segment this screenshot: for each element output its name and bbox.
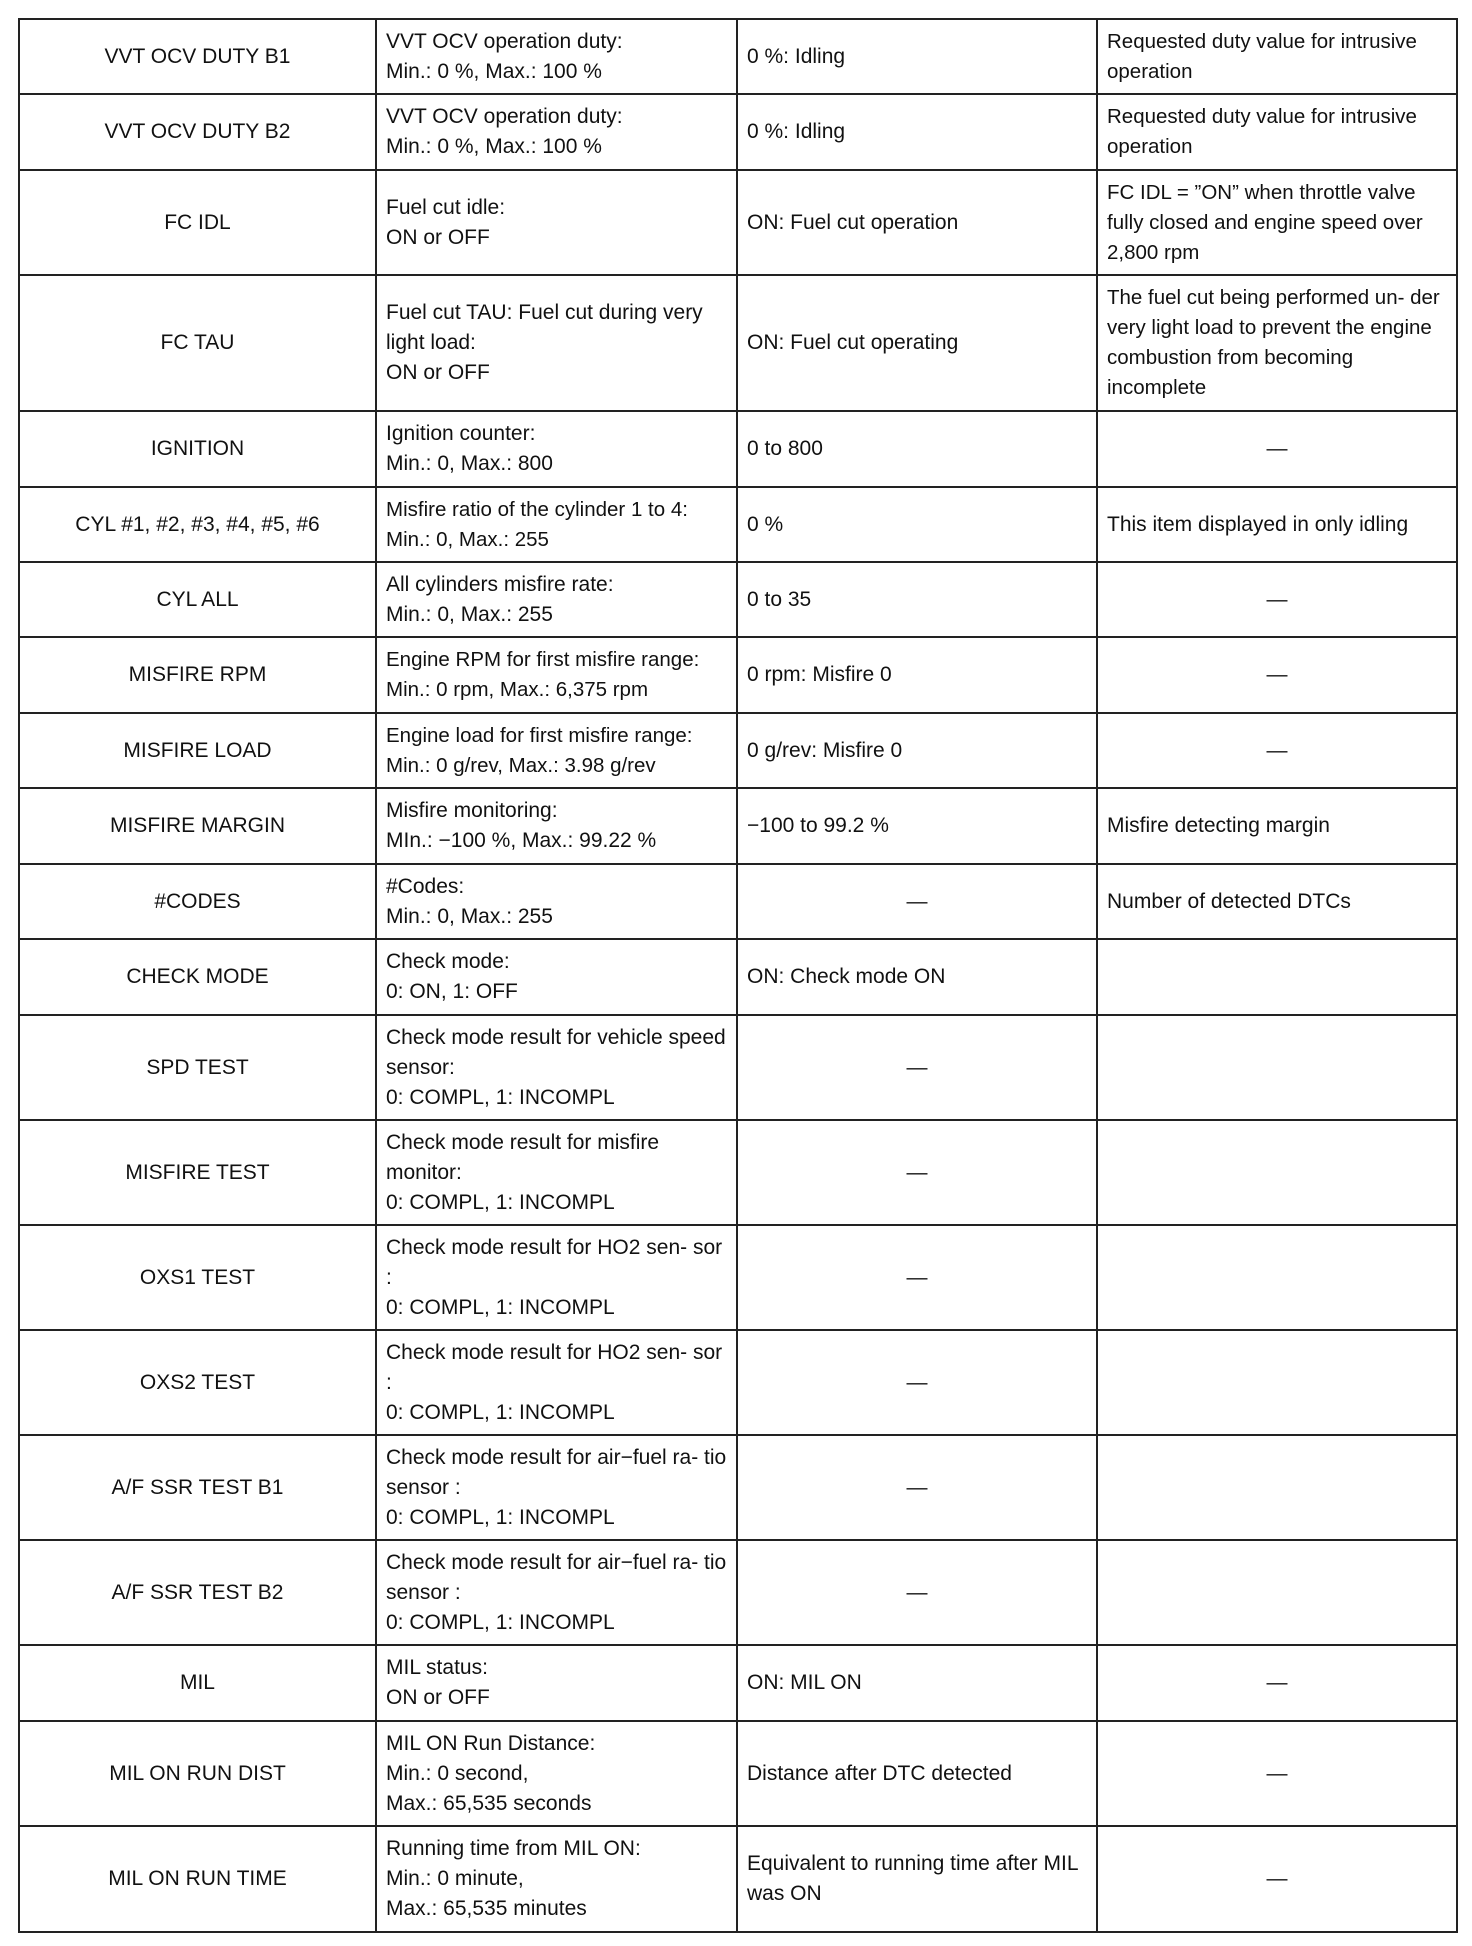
note-cell: — bbox=[1097, 713, 1457, 788]
table-row bbox=[19, 1721, 1457, 1826]
table-row bbox=[19, 1435, 1457, 1540]
range-cell: MIL ON Run Distance: Min.: 0 second, Max.: 65,535 seconds bbox=[376, 1721, 737, 1826]
param-cell: MIL ON RUN TIME bbox=[19, 1826, 376, 1932]
range-cell: Misfire monitoring: MIn.: −100 %, Max.: 99.22 % bbox=[376, 788, 737, 864]
normal-cell: 0 to 35 bbox=[737, 562, 1097, 637]
note-cell: Misfire detecting margin bbox=[1097, 788, 1457, 864]
normal-cell: −100 to 99.2 % bbox=[737, 788, 1097, 864]
note-cell: This item displayed in only idling bbox=[1097, 487, 1457, 562]
table-row bbox=[19, 1540, 1457, 1645]
param-cell: A/F SSR TEST B2 bbox=[19, 1540, 376, 1645]
normal-cell: ON: Check mode ON bbox=[737, 939, 1097, 1015]
range-cell: Check mode result for HO2 sen- sor : 0: COMPL, 1: INCOMPL bbox=[376, 1225, 737, 1330]
table-row bbox=[19, 1015, 1457, 1120]
param-cell: VVT OCV DUTY B1 bbox=[19, 19, 376, 94]
range-cell: Engine RPM for first misfire range: Min.: 0 rpm, Max.: 6,375 rpm bbox=[376, 637, 737, 713]
param-cell: OXS1 TEST bbox=[19, 1225, 376, 1330]
note-cell: FC IDL = ”ON” when throttle valve fully closed and engine speed over 2,800 rpm bbox=[1097, 170, 1457, 275]
note-cell bbox=[1097, 1015, 1457, 1120]
param-cell: A/F SSR TEST B1 bbox=[19, 1435, 376, 1540]
note-cell: The fuel cut being performed un- der very light load to prevent the engine combustion from becoming incomplete bbox=[1097, 275, 1457, 411]
table-row bbox=[19, 19, 1457, 94]
normal-cell: 0 %: Idling bbox=[737, 94, 1097, 170]
note-cell bbox=[1097, 1330, 1457, 1435]
param-cell: OXS2 TEST bbox=[19, 1330, 376, 1435]
normal-cell: — bbox=[737, 1330, 1097, 1435]
param-cell: MIL bbox=[19, 1645, 376, 1721]
table-row bbox=[19, 170, 1457, 275]
note-cell: Number of detected DTCs bbox=[1097, 864, 1457, 939]
range-cell: Misfire ratio of the cylinder 1 to 4: Min.: 0, Max.: 255 bbox=[376, 487, 737, 562]
table-row bbox=[19, 713, 1457, 788]
range-cell: Engine load for first misfire range: Min.: 0 g/rev, Max.: 3.98 g/rev bbox=[376, 713, 737, 788]
table-row bbox=[19, 637, 1457, 713]
range-cell: Fuel cut TAU: Fuel cut during very light load: ON or OFF bbox=[376, 275, 737, 411]
param-cell: FC TAU bbox=[19, 275, 376, 411]
note-cell: — bbox=[1097, 1645, 1457, 1721]
table-row bbox=[19, 94, 1457, 170]
normal-cell: — bbox=[737, 1120, 1097, 1225]
note-cell bbox=[1097, 939, 1457, 1015]
table-row bbox=[19, 1330, 1457, 1435]
range-cell: Running time from MIL ON: Min.: 0 minute, Max.: 65,535 minutes bbox=[376, 1826, 737, 1932]
normal-cell: — bbox=[737, 1015, 1097, 1120]
range-cell: Check mode result for vehicle speed sensor: 0: COMPL, 1: INCOMPL bbox=[376, 1015, 737, 1120]
normal-cell: Distance after DTC detected bbox=[737, 1721, 1097, 1826]
range-cell: Ignition counter: Min.: 0, Max.: 800 bbox=[376, 411, 737, 487]
note-cell: — bbox=[1097, 1826, 1457, 1932]
normal-cell: ON: Fuel cut operating bbox=[737, 275, 1097, 411]
table-row bbox=[19, 1120, 1457, 1225]
table-row bbox=[19, 864, 1457, 939]
param-cell: MISFIRE RPM bbox=[19, 637, 376, 713]
data-list-page bbox=[18, 18, 1456, 1933]
normal-cell: 0 to 800 bbox=[737, 411, 1097, 487]
range-cell: All cylinders misfire rate: Min.: 0, Max.: 255 bbox=[376, 562, 737, 637]
normal-cell: 0 % bbox=[737, 487, 1097, 562]
table-row bbox=[19, 1225, 1457, 1330]
note-cell: — bbox=[1097, 411, 1457, 487]
range-cell: VVT OCV operation duty: Min.: 0 %, Max.: 100 % bbox=[376, 94, 737, 170]
param-cell: CYL #1, #2, #3, #4, #5, #6 bbox=[19, 487, 376, 562]
table-row bbox=[19, 788, 1457, 864]
param-cell: SPD TEST bbox=[19, 1015, 376, 1120]
normal-cell: — bbox=[737, 864, 1097, 939]
normal-cell: Equivalent to running time after MIL was ON bbox=[737, 1826, 1097, 1932]
range-cell: MIL status: ON or OFF bbox=[376, 1645, 737, 1721]
range-cell: Check mode result for HO2 sen- sor : 0: COMPL, 1: INCOMPL bbox=[376, 1330, 737, 1435]
normal-cell: — bbox=[737, 1540, 1097, 1645]
note-cell: Requested duty value for intrusive operation bbox=[1097, 94, 1457, 170]
table-row bbox=[19, 275, 1457, 411]
param-cell: CYL ALL bbox=[19, 562, 376, 637]
param-cell: MIL ON RUN DIST bbox=[19, 1721, 376, 1826]
normal-cell: ON: Fuel cut operation bbox=[737, 170, 1097, 275]
range-cell: Check mode result for air−fuel ra- tio sensor : 0: COMPL, 1: INCOMPL bbox=[376, 1540, 737, 1645]
range-cell: Check mode: 0: ON, 1: OFF bbox=[376, 939, 737, 1015]
param-cell: MISFIRE MARGIN bbox=[19, 788, 376, 864]
normal-cell: 0 g/rev: Misfire 0 bbox=[737, 713, 1097, 788]
note-cell: — bbox=[1097, 1721, 1457, 1826]
param-cell: MISFIRE LOAD bbox=[19, 713, 376, 788]
param-cell: IGNITION bbox=[19, 411, 376, 487]
note-cell bbox=[1097, 1540, 1457, 1645]
param-cell: CHECK MODE bbox=[19, 939, 376, 1015]
normal-cell: — bbox=[737, 1435, 1097, 1540]
param-cell: #CODES bbox=[19, 864, 376, 939]
range-cell: VVT OCV operation duty: Min.: 0 %, Max.: 100 % bbox=[376, 19, 737, 94]
table-row bbox=[19, 487, 1457, 562]
normal-cell: ON: MIL ON bbox=[737, 1645, 1097, 1721]
param-cell: FC IDL bbox=[19, 170, 376, 275]
normal-cell: 0 rpm: Misfire 0 bbox=[737, 637, 1097, 713]
table-row bbox=[19, 411, 1457, 487]
table-row bbox=[19, 562, 1457, 637]
param-cell: VVT OCV DUTY B2 bbox=[19, 94, 376, 170]
note-cell: — bbox=[1097, 637, 1457, 713]
note-cell: — bbox=[1097, 562, 1457, 637]
note-cell bbox=[1097, 1120, 1457, 1225]
range-cell: Check mode result for air−fuel ra- tio sensor : 0: COMPL, 1: INCOMPL bbox=[376, 1435, 737, 1540]
normal-cell: — bbox=[737, 1225, 1097, 1330]
table-row bbox=[19, 1645, 1457, 1721]
range-cell: Check mode result for misfire monitor: 0: COMPL, 1: INCOMPL bbox=[376, 1120, 737, 1225]
normal-cell: 0 %: Idling bbox=[737, 19, 1097, 94]
table-row bbox=[19, 1826, 1457, 1932]
note-cell bbox=[1097, 1435, 1457, 1540]
range-cell: Fuel cut idle: ON or OFF bbox=[376, 170, 737, 275]
table-row bbox=[19, 939, 1457, 1015]
range-cell: #Codes: Min.: 0, Max.: 255 bbox=[376, 864, 737, 939]
note-cell: Requested duty value for intrusive operation bbox=[1097, 19, 1457, 94]
param-cell: MISFIRE TEST bbox=[19, 1120, 376, 1225]
data-list-table bbox=[18, 18, 1458, 1933]
note-cell bbox=[1097, 1225, 1457, 1330]
